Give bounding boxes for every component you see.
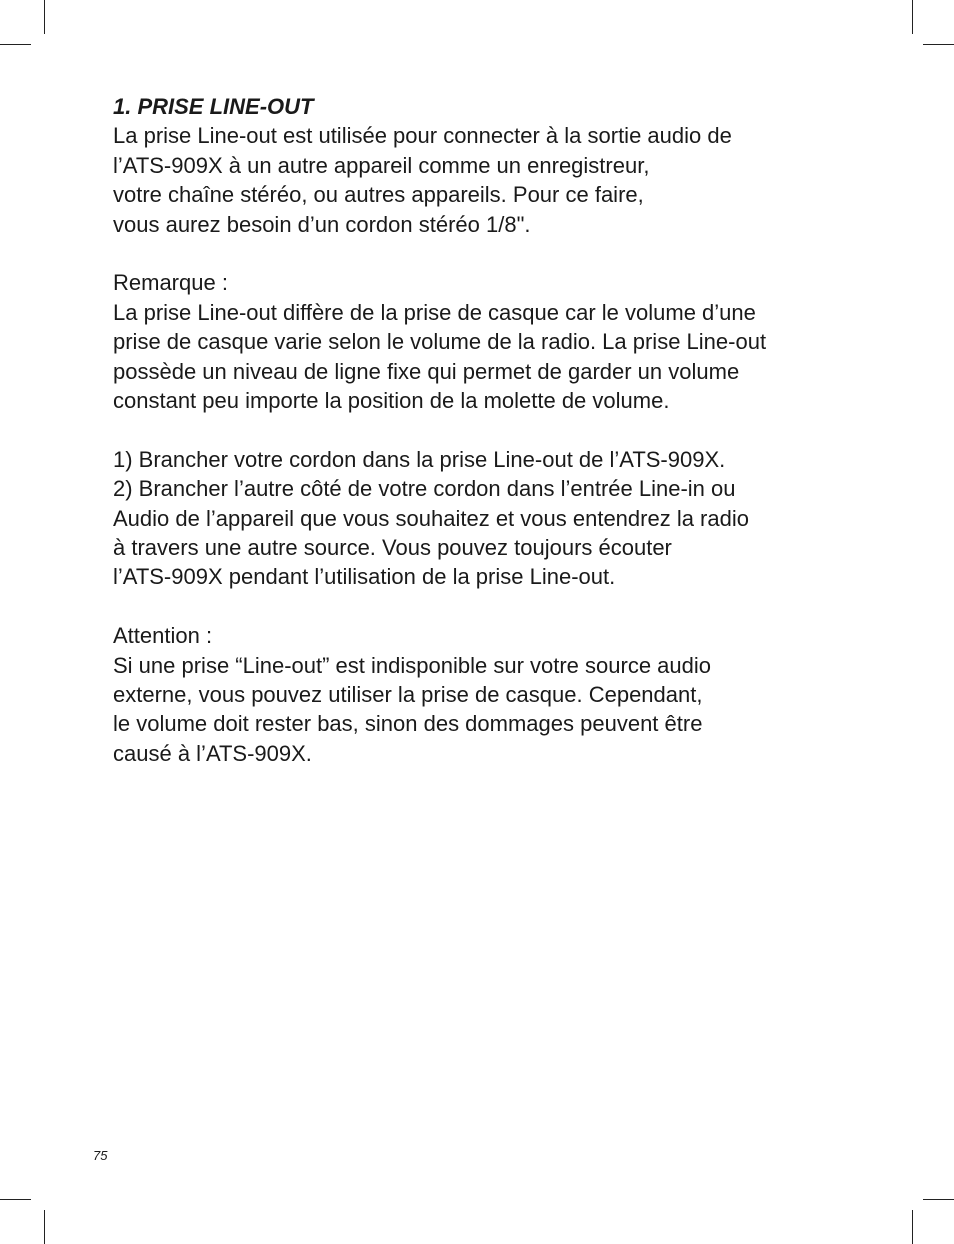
remark-paragraph: La prise Line-out diffère de la prise de casque car le volume d’une prise de casque varie selon le volume de la radio. La prise Line-out possède un niveau de ligne fixe qui permet de garder un volume constant peu importe la position de la molette de volume. (113, 299, 767, 414)
crop-mark-top-left-horizontal (0, 44, 31, 45)
step-2: 2) Brancher l’autre côté de votre cordon dans l’entrée Line-in ou Audio de l’appareil que vous souhaitez et vous entendrez la radio à travers une autre source. Vous pouvez toujours écouter l’ATS-909X pendant l’utilisation de la prise Line-out. (113, 476, 749, 590)
attention-label: Attention : (113, 623, 213, 649)
crop-mark-bottom-left-horizontal (0, 1199, 31, 1200)
section-heading: 1. PRISE LINE-OUT (113, 94, 314, 119)
step-1: 1) Brancher votre cordon dans la prise Line-out de l’ATS-909X. (113, 446, 726, 472)
attention-paragraph: Si une prise “Line-out” est indisponible sur votre source audio externe, vous pouvez utiliser la prise de casque. Cependant, le volume doit rester bas, sinon des dommages peuvent être causé à l’ATS-909X. (113, 652, 711, 766)
crop-mark-top-right-horizontal (923, 44, 954, 45)
spacer (113, 592, 873, 621)
crop-mark-bottom-right-vertical (912, 1210, 913, 1244)
spacer (113, 415, 873, 444)
spacer (113, 239, 873, 268)
remark-label: Remarque : (113, 270, 228, 296)
page-content (113, 92, 873, 768)
crop-mark-bottom-left-vertical (44, 1210, 45, 1244)
crop-mark-top-left-vertical (44, 0, 45, 34)
page-number: 75 (93, 1148, 108, 1163)
intro-paragraph: La prise Line-out est utilisée pour connecter à la sortie audio de l’ATS-909X à un autre appareil comme un enregistreur, votre chaîne stéréo, ou autres appareils. Pour ce faire, vous aurez besoin d’un cordon stéréo 1/8". (113, 123, 732, 237)
crop-mark-top-right-vertical (912, 0, 913, 34)
crop-mark-bottom-right-horizontal (923, 1199, 954, 1200)
